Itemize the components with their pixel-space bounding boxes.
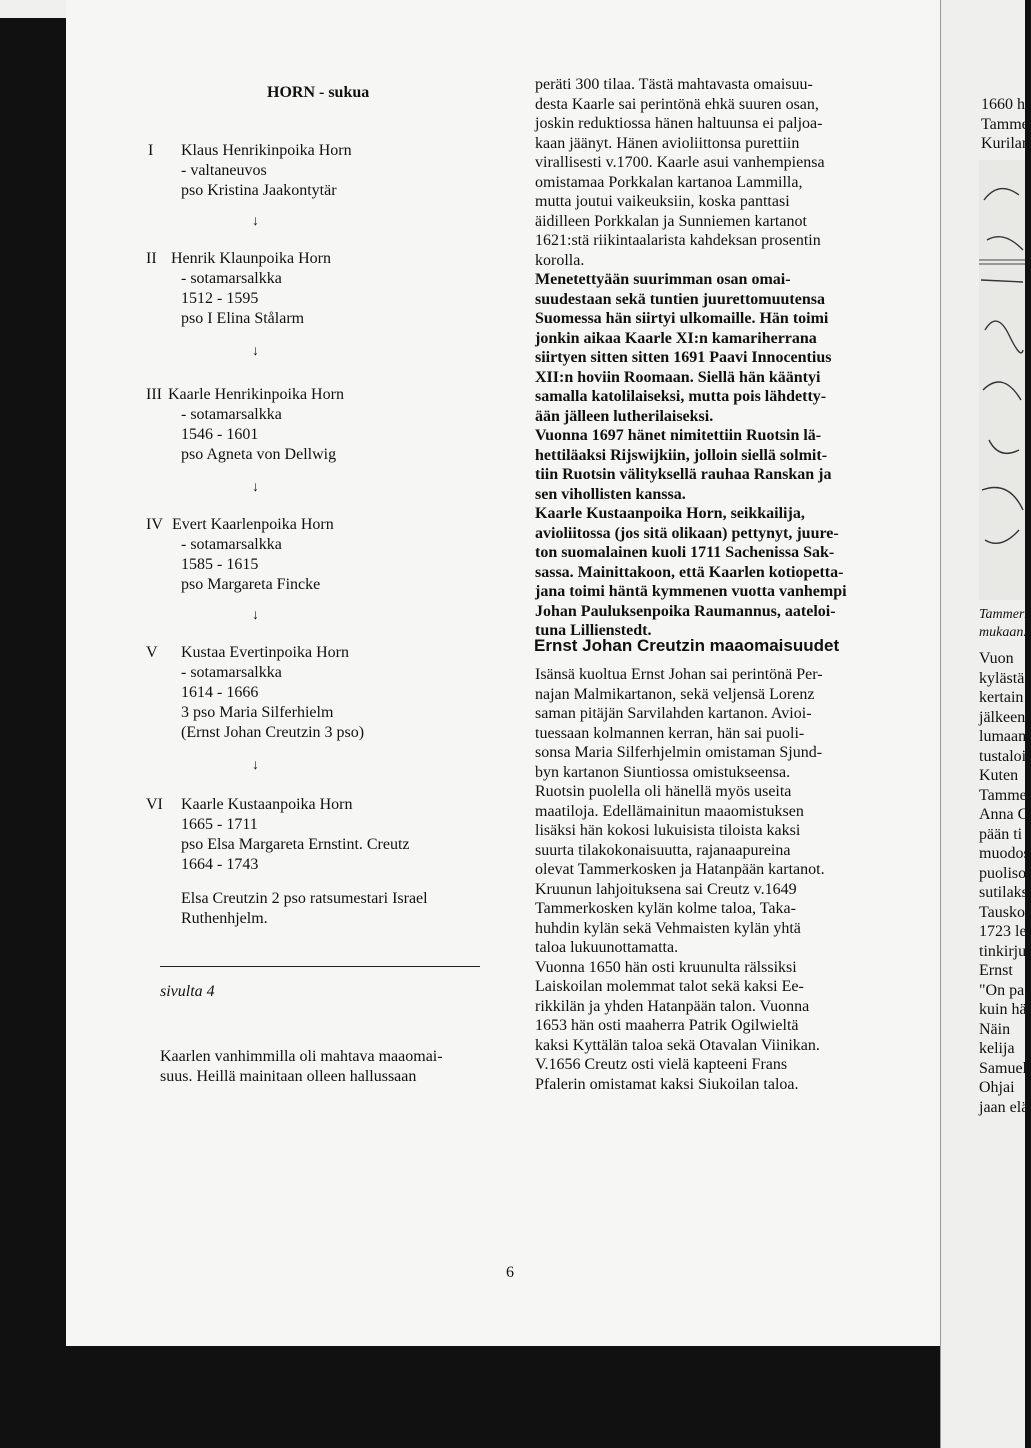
text-line: korolla.: [535, 251, 585, 269]
map-caption: Tammerk: [979, 607, 1031, 622]
text-line: huhdin kylän sekä Vehmaisten kylän yhtä: [535, 919, 801, 937]
map-image: [979, 160, 1025, 600]
text-line: XII:n hoviin Roomaan. Siellä hän kääntyi: [535, 368, 821, 386]
text-line: sen vihollisten kanssa.: [535, 485, 686, 503]
text-line: 1660 h: [981, 96, 1025, 113]
text-line: najan Malmikartanon, sekä veljensä Lorenz: [535, 685, 815, 703]
text-line: siirtyen sitten sitten 1691 Paavi Innocentius: [535, 349, 832, 366]
gen-2-spouse: pso I Elina Stålarm: [181, 310, 305, 327]
gen-5-spouse-note: (Ernst Johan Creutzin 3 pso): [181, 724, 365, 741]
text-line: äidilleen Porkkalan ja Sunniemen kartanot: [535, 212, 807, 230]
text-line: desta Kaarle sai perintönä ehkä suuren osan,: [535, 95, 819, 113]
text-line: tustaloi: [979, 747, 1027, 765]
text-line: Johan Pauluksenpoika Raumannus, aateloi-: [535, 602, 836, 620]
text-line: jaan elä: [979, 1098, 1029, 1116]
down-arrow-icon: ↓: [252, 608, 259, 623]
text-line: Tausko: [979, 903, 1025, 921]
text-line: Anna C: [979, 806, 1029, 823]
text-line: 1621:stä riikintaalarista kahdeksan prosentin: [535, 232, 821, 249]
gen-4-num: IV: [146, 516, 163, 533]
text-line: Laiskoilan molemmat talot sekä kaksi Ee-: [535, 978, 804, 995]
gen-6-num: VI: [146, 796, 163, 813]
gen-3-num: III: [146, 386, 162, 403]
page-number: 6: [506, 1264, 514, 1281]
text-line: Tamme: [981, 115, 1029, 133]
text-line: Menetettyään suurimman osan omai-: [535, 271, 791, 288]
gen-5-name: Kustaa Evertinpoika Horn: [181, 644, 349, 661]
text-line: ton suomalainen kuoli 1711 Sachenissa Sak-: [535, 544, 835, 561]
text-line: tuna Lillienstedt.: [535, 622, 652, 639]
gen-2-title: - sotamarsalkka: [181, 270, 282, 287]
text-line: hettiläaksi Rijswijkiin, jolloin siellä solmit-: [535, 446, 828, 464]
text-line: 1653 hän osti maaherra Patrik Ogilwieltä: [535, 1017, 799, 1034]
text-line: Pfalerin omistamat kaksi Siukoilan taloa.: [535, 1075, 799, 1093]
text-line: kuin hä: [979, 1001, 1027, 1018]
text-line: Tamme: [979, 786, 1027, 804]
text-line: ään jälleen lutherilaiseksi.: [535, 407, 714, 425]
text-line: samalla katolilaiseksi, mutta pois lähdetty-: [535, 388, 827, 405]
gen-3-years: 1546 - 1601: [181, 426, 259, 443]
text-line: jälkeen: [979, 708, 1026, 726]
gen-4-years: 1585 - 1615: [181, 556, 259, 573]
text-line: jonkin aikaa Kaarle XI:n kamariherrana: [535, 329, 817, 347]
text-line: kaksi Kyttälän taloa sekä Otavalan Viinikan.: [535, 1036, 820, 1054]
down-arrow-icon: ↓: [252, 344, 259, 359]
text-line: Isänsä kuoltua Ernst Johan sai perintönä Per-: [535, 666, 823, 683]
source-caption: sivulta 4: [160, 983, 215, 1000]
text-line: jana toimi häntä kymmenen vuotta vanhempi: [535, 583, 847, 600]
text-line: muodos: [979, 845, 1030, 862]
text-line: sassa. Mainittakoon, että Kaarlen kotiopetta-: [535, 563, 844, 581]
text-line: Kurilan: [981, 135, 1030, 152]
gen-1-name: Klaus Henrikinpoika Horn: [181, 142, 352, 159]
text-line: suudestaan sekä tuntien juurettomuutensa: [535, 290, 825, 308]
text-line: 1723 le: [979, 923, 1027, 940]
text-line: sutilaks: [979, 884, 1028, 901]
text-line: peräti 300 tilaa. Tästä mahtavasta omaisuu-: [535, 76, 813, 93]
next-page-edge: [940, 0, 1031, 1448]
text-line: tinkirju: [979, 942, 1027, 960]
note-line: Ruthenhjelm.: [181, 910, 268, 927]
text-line: rikkilän ja yhden Hatanpään talon. Vuonna: [535, 997, 810, 1015]
text-line: lisäksi hän kokosi lukuisista tiloista kaksi: [535, 822, 801, 839]
text-line: mutta joutui vaikeuksiin, koska panttasi: [535, 193, 790, 210]
gen-4-title: - sotamarsalkka: [181, 536, 282, 553]
gen-1-spouse: pso Kristina Jaakontytär: [181, 182, 337, 199]
gen-3-spouse: pso Agneta von Dellwig: [181, 446, 337, 463]
gen-2-name: Henrik Klaunpoika Horn: [171, 250, 331, 267]
text-line: saman pitäjän Sarvilahden kartanon. Avioi-: [535, 705, 812, 722]
text-line: omistamaa Porkkalan kartanoa Lammilla,: [535, 173, 803, 191]
note-line: Elsa Creutzin 2 pso ratsumestari Israel: [181, 890, 428, 907]
left-paragraph-line: Kaarlen vanhimmilla oli mahtava maaomai-: [160, 1048, 443, 1065]
text-line: olevat Tammerkosken ja Hatanpään kartanot.: [535, 861, 825, 878]
text-line: Vuon: [979, 650, 1014, 667]
text-line: tuessaan kolmannen kerran, hän sai puoli-: [535, 724, 805, 742]
text-line: avioliitossa (jos sitä olikaan) pettynyt, juure-: [535, 524, 839, 542]
text-line: suurta tilakokonaisuutta, rajanaapureina: [535, 841, 791, 859]
gen-6-name: Kaarle Kustaanpoika Horn: [181, 796, 353, 813]
gen-6-spouse-years: 1664 - 1743: [181, 856, 259, 873]
text-line: kelija: [979, 1040, 1015, 1057]
text-line: Suomessa hän siirtyi ulkomaille. Hän toimi: [535, 310, 829, 327]
map-caption: mukaan.: [979, 625, 1027, 640]
down-arrow-icon: ↓: [252, 214, 259, 229]
text-line: Samuel: [979, 1059, 1027, 1077]
gen-2-years: 1512 - 1595: [181, 290, 259, 307]
text-line: byn kartanon Siuntiossa omistukseensa.: [535, 763, 791, 781]
gen-1-title: - valtaneuvos: [181, 162, 267, 179]
gen-5-title: - sotamarsalkka: [181, 664, 282, 681]
gen-5-num: V: [146, 644, 158, 661]
text-line: sonsa Maria Silferhjelmin omistaman Sjund-: [535, 744, 823, 761]
gen-6-years: 1665 - 1711: [181, 816, 258, 833]
text-line: Ruotsin puolella oli hänellä myös useita: [535, 783, 792, 800]
down-arrow-icon: ↓: [252, 758, 259, 773]
text-line: puoliso: [979, 864, 1027, 882]
text-line: kertain: [979, 689, 1024, 706]
text-line: kaan jäänyt. Hänen avioliittonsa purettiin: [535, 134, 800, 152]
text-line: Kaarle Kustaanpoika Horn, seikkailija,: [535, 505, 805, 522]
text-line: Ernst: [979, 962, 1013, 979]
section-divider: [160, 966, 480, 967]
text-line: pään ti: [979, 825, 1023, 843]
text-line: Kruunun lahjoituksena sai Creutz v.1649: [535, 880, 797, 898]
gen-3-title: - sotamarsalkka: [181, 406, 282, 423]
gen-5-years: 1614 - 1666: [181, 684, 259, 701]
text-line: tiin Ruotsin välityksellä rauhaa Ranskan ja: [535, 466, 832, 483]
gen-3-name: Kaarle Henrikinpoika Horn: [168, 386, 344, 403]
gen-1-num: I: [148, 142, 154, 159]
text-line: joskin reduktiossa hänen haltuunsa ei paljoa-: [535, 115, 823, 132]
text-line: Vuonna 1697 hänet nimitettiin Ruotsin lä-: [535, 427, 822, 444]
down-arrow-icon: ↓: [252, 480, 259, 495]
section-heading: Ernst Johan Creutzin maaomaisuudet: [534, 636, 840, 655]
text-line: "On pa: [979, 981, 1025, 999]
text-line: Vuonna 1650 hän osti kruunulta rälssiksi: [535, 958, 797, 976]
text-line: lumaan: [979, 728, 1027, 745]
text-line: taloa lukuunottamatta.: [535, 939, 679, 956]
gen-2-num: II: [146, 250, 157, 267]
gen-4-name: Evert Kaarlenpoika Horn: [172, 516, 334, 533]
gen-6-spouse: pso Elsa Margareta Ernstint. Creutz: [181, 836, 410, 853]
text-line: Tammerkosken kylän kolme taloa, Taka-: [535, 900, 796, 917]
page-title: HORN - sukua: [267, 84, 370, 101]
gen-4-spouse: pso Margareta Fincke: [181, 576, 321, 593]
gen-5-spouse: 3 pso Maria Silferhielm: [181, 704, 334, 721]
text-line: Näin: [979, 1020, 1011, 1038]
text-line: virallisesti v.1700. Kaarle asui vanhempiensa: [535, 154, 825, 171]
text-line: V.1656 Creutz osti vielä kapteeni Frans: [535, 1056, 788, 1073]
text-line: Kuten: [979, 767, 1019, 784]
text-line: maatiloja. Edellämainitun maaomistuksen: [535, 802, 804, 820]
text-line: kylästä: [979, 669, 1025, 687]
document-page: [66, 0, 940, 1346]
left-paragraph-line: suus. Heillä mainitaan olleen hallussaan: [160, 1068, 417, 1085]
text-line: Ohjai: [979, 1079, 1015, 1096]
